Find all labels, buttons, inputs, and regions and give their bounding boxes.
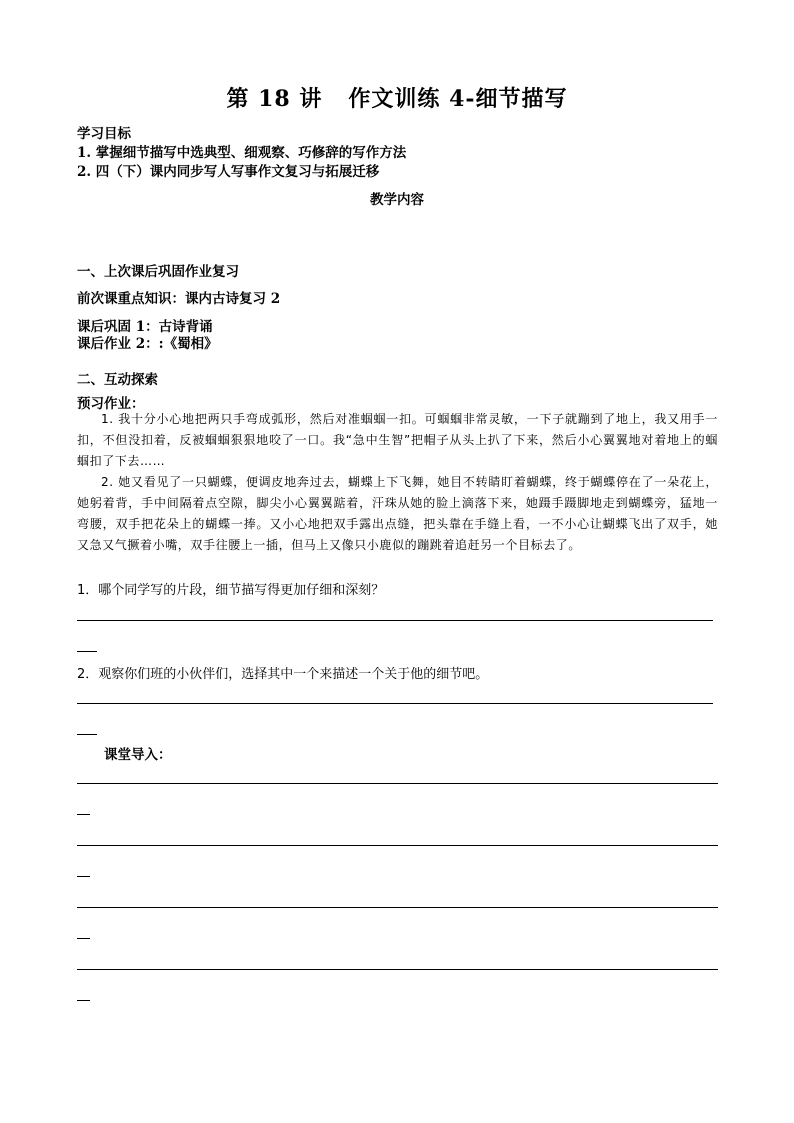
section1-heading: 一、上次课后巩固作业复习 — [77, 264, 239, 280]
answer-line-end — [77, 651, 97, 652]
passage-1: 1. 我十分小心地把两只手弯成弧形，然后对准蝈蝈一扣。可蝈蝈非常灵敏，一下子就蹦到了地上，我又用手一扣，不但没扣着，反被蝈蝈狠狠地咬了一口。我“急中生智”把帽子从头上扒了下来，然后小心翼翼地对着地上的蝈蝈扣了下去…… — [77, 412, 718, 468]
section2-heading: 二、互动探索 — [77, 372, 158, 388]
lesson-number: 第 18 讲 — [226, 86, 323, 112]
homework-item: 课后作业 2：:《蜀相》 — [77, 336, 218, 352]
writing-line-end — [77, 1000, 90, 1001]
lesson-topic: 作文训练 4-细节描写 — [348, 86, 568, 112]
passage-2: 2. 她又看见了一只蝴蝶，便调皮地奔过去，蝴蝶上下飞舞，她目不转睛盯着蝴蝶，终于蝴蝶停在了一朵花上，她躬着背，手中间隔着点空隙，脚尖小心翼翼踮着，汗珠从她的脸上滴落下来，她蹑手蹑脚地走到蝴蝶旁，猛地一弯腰，双手把花朵上的蝴蝶一捧。又小心地把双手露出点缝，把头靠在手缝上看，一不小心让蝴蝶飞出了双手，她又急又气撅着小嘴，双手往腰上一插，但马上又像只小鹿似的蹦跳着追赶另一个目标去了。 — [77, 475, 718, 552]
question-1: 1．哪个同学写的片段，细节描写得更加仔细和深刻？ — [77, 583, 385, 598]
previous-knowledge: 前次课重点知识：课内古诗复习 2 — [77, 291, 281, 307]
question-2: 2．观察你们班的小伙伴们，选择其中一个来描述一个关于他的细节吧。 — [77, 667, 489, 682]
content-heading: 教学内容 — [370, 192, 424, 208]
writing-line[interactable] — [77, 845, 718, 846]
writing-line[interactable] — [77, 907, 718, 908]
writing-line[interactable] — [77, 969, 718, 970]
objective-item: 2. 四（下）课内同步写人写事作文复习与拓展迁移 — [77, 164, 380, 180]
class-intro-label: 课堂导入： — [104, 747, 172, 763]
writing-line-end — [77, 876, 90, 877]
objective-item: 1. 掌握细节描写中选典型、细观察、巧修辞的写作方法 — [77, 145, 407, 161]
page-title — [0, 82, 794, 113]
answer-line[interactable] — [77, 703, 713, 704]
homework-item: 课后巩固 1：古诗背诵 — [77, 319, 213, 335]
writing-line-end — [77, 814, 90, 815]
writing-line-end — [77, 938, 90, 939]
objectives-heading: 学习目标 — [77, 126, 131, 142]
answer-line-end — [77, 734, 97, 735]
writing-line[interactable] — [77, 783, 718, 784]
answer-line[interactable] — [77, 620, 713, 621]
preview-label: 预习作业： — [77, 396, 145, 412]
